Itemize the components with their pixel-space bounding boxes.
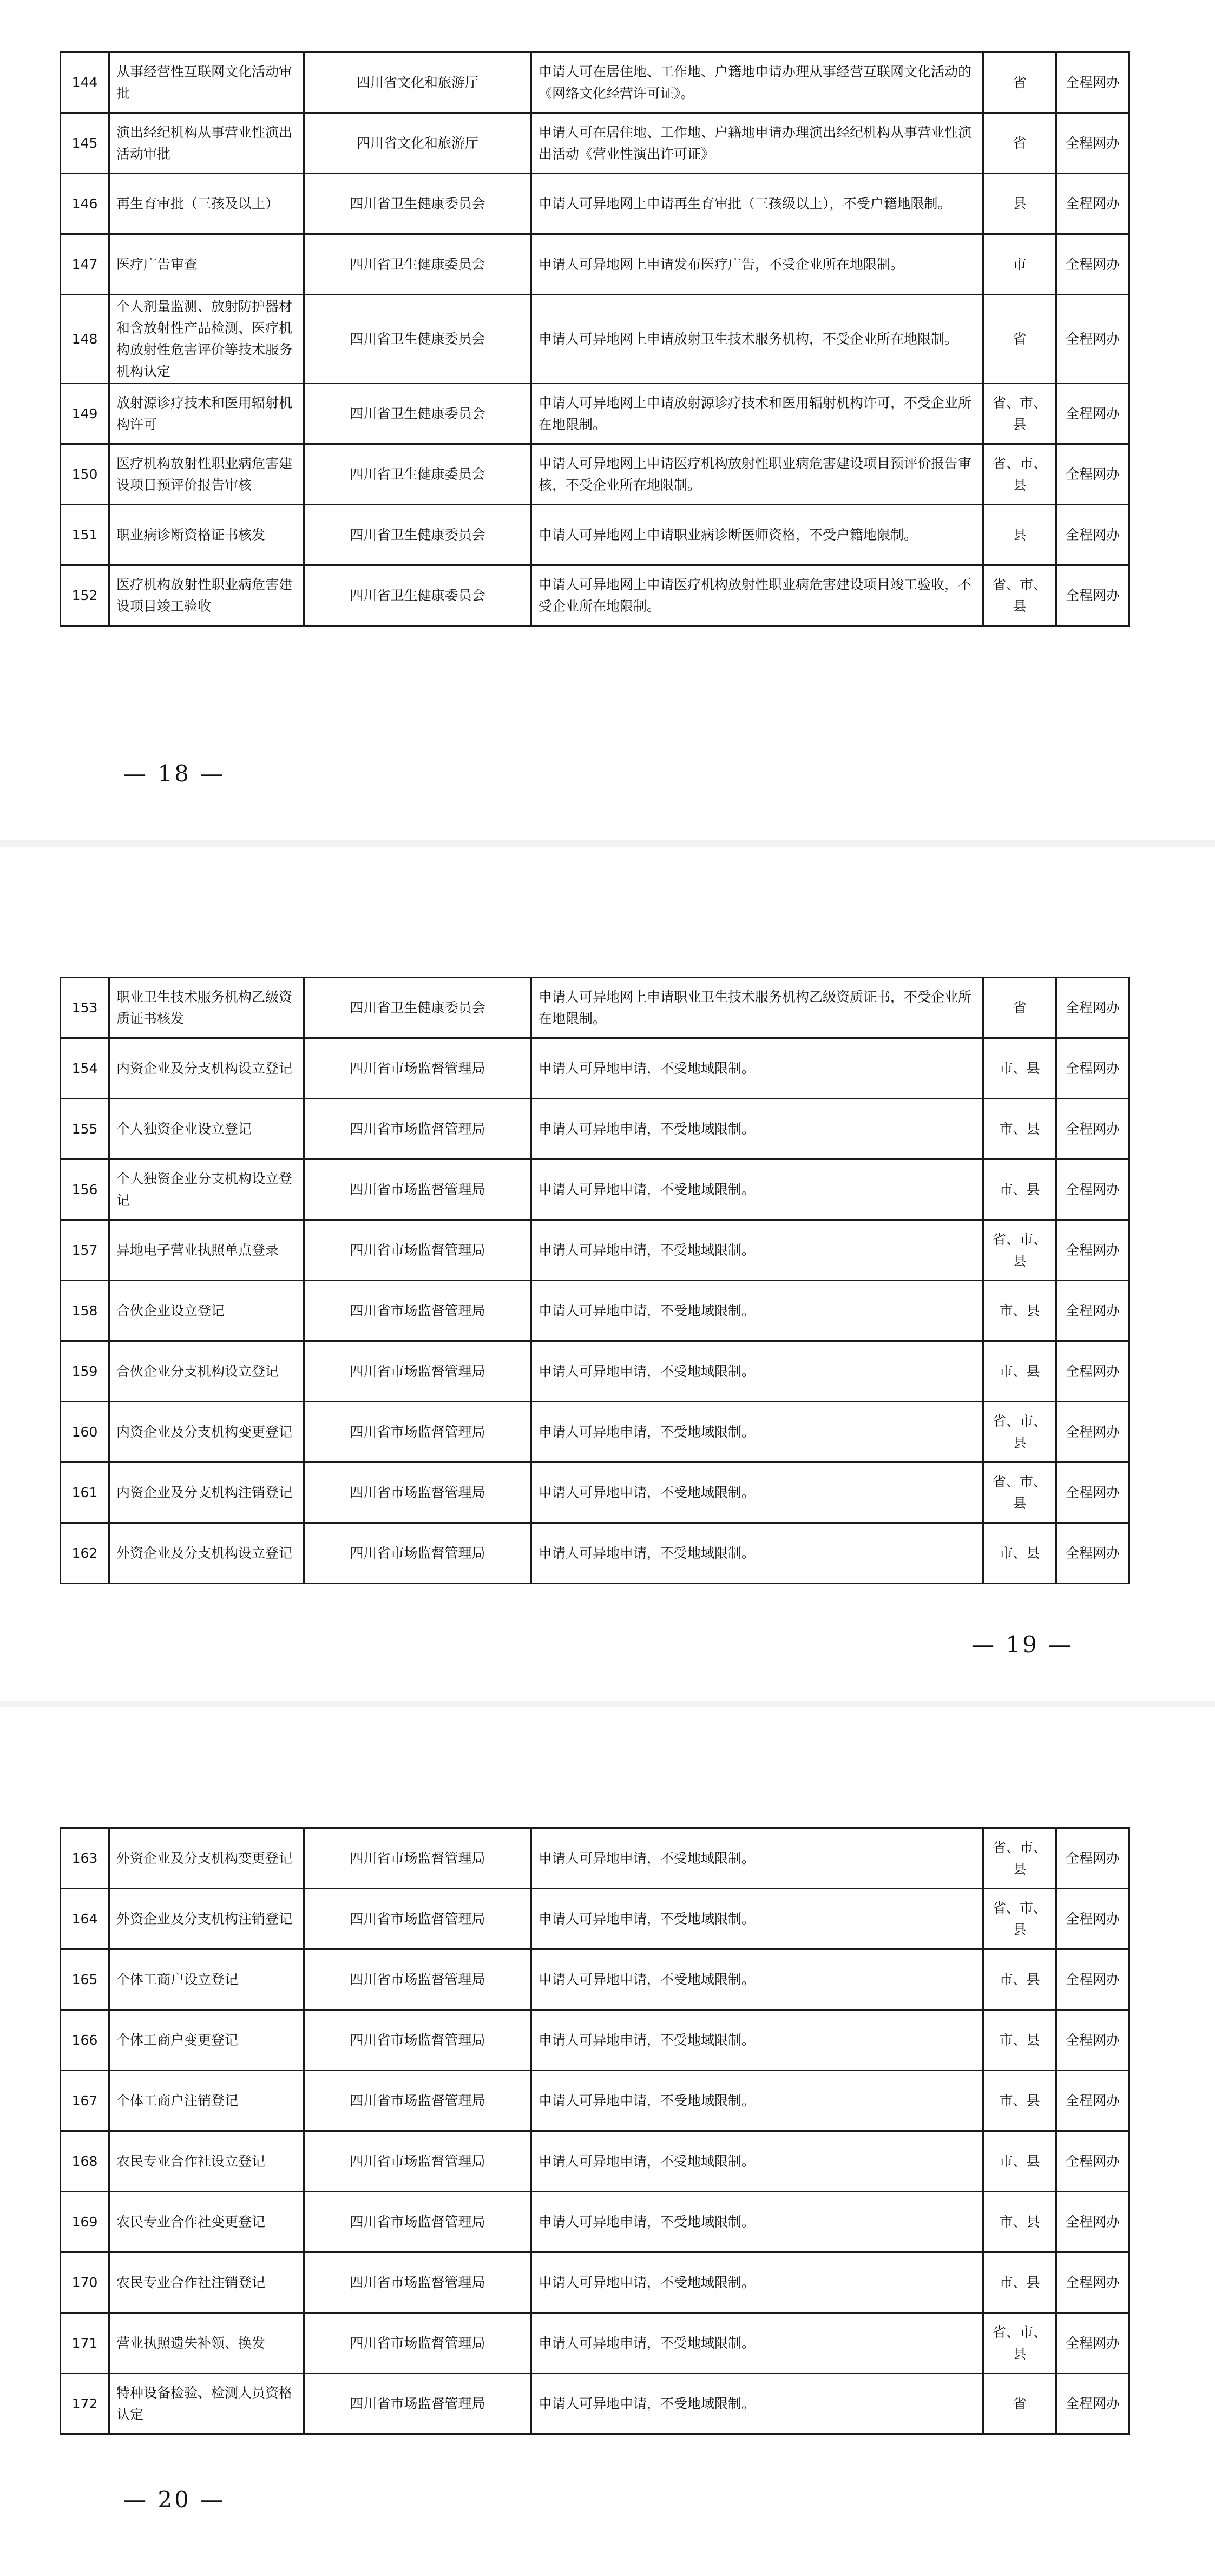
table-row: [61, 52, 1129, 113]
handling-mode: 全程网办: [1056, 113, 1129, 174]
department: 四川省市场监督管理局: [304, 1949, 531, 2010]
description: 申请人可异地网上申请放射卫生技术服务机构，不受企业所在地限制。: [531, 295, 983, 384]
handling-mode: 全程网办: [1056, 1099, 1129, 1159]
description: 申请人可异地网上申请再生育审批（三孩级以上），不受户籍地限制。: [531, 174, 983, 234]
department: 四川省市场监督管理局: [304, 2192, 531, 2252]
item-name: 农民专业合作社注销登记: [109, 2252, 304, 2313]
handling-level: 市、县: [983, 1523, 1056, 1584]
department: 四川省市场监督管理局: [304, 2252, 531, 2313]
handling-mode: 全程网办: [1056, 2313, 1129, 2374]
table-row: [61, 234, 1129, 295]
table-row: [61, 2252, 1129, 2313]
item-name: 外资企业及分支机构设立登记: [109, 1523, 304, 1584]
handling-level: 省: [983, 113, 1056, 174]
description: 申请人可异地申请，不受地域限制。: [531, 1099, 983, 1159]
description: 申请人可在居住地、工作地、户籍地申请办理从事经营互联网文化活动的《网络文化经营许可证》。: [531, 52, 983, 113]
handling-mode: 全程网办: [1056, 978, 1129, 1038]
handling-level: 市、县: [983, 2071, 1056, 2131]
description: 申请人可异地申请，不受地域限制。: [531, 1341, 983, 1402]
handling-mode: 全程网办: [1056, 1341, 1129, 1402]
department: 四川省市场监督管理局: [304, 1828, 531, 1889]
description: 申请人可异地申请，不受地域限制。: [531, 2313, 983, 2374]
description: 申请人可异地申请，不受地域限制。: [531, 1402, 983, 1462]
handling-mode: 全程网办: [1056, 444, 1129, 505]
item-name: 内资企业及分支机构变更登记: [109, 1402, 304, 1462]
handling-mode: 全程网办: [1056, 2252, 1129, 2313]
item-name: 演出经纪机构从事营业性演出活动审批: [109, 113, 304, 174]
row-number: 163: [61, 1828, 109, 1889]
row-number: 160: [61, 1402, 109, 1462]
page-number: — 19 —: [971, 1631, 1074, 1658]
row-number: 171: [61, 2313, 109, 2374]
row-number: 156: [61, 1159, 109, 1220]
handling-level: 县: [983, 174, 1056, 234]
department: 四川省文化和旅游厅: [304, 52, 531, 113]
table-row: [61, 444, 1129, 505]
description: 申请人可异地申请，不受地域限制。: [531, 1220, 983, 1281]
department: 四川省卫生健康委员会: [304, 565, 531, 626]
handling-level: 省、市、县: [983, 1402, 1056, 1462]
table-row: [61, 1828, 1129, 1889]
table-row: [61, 1402, 1129, 1462]
handling-mode: 全程网办: [1056, 2131, 1129, 2192]
item-name: 合伙企业分支机构设立登记: [109, 1341, 304, 1402]
description: 申请人可异地申请，不受地域限制。: [531, 2010, 983, 2071]
item-name: 放射源诊疗技术和医用辐射机构许可: [109, 384, 304, 444]
department: 四川省市场监督管理局: [304, 1281, 531, 1341]
table-row: [61, 2313, 1129, 2374]
item-name: 农民专业合作社变更登记: [109, 2192, 304, 2252]
department: 四川省市场监督管理局: [304, 1889, 531, 1949]
table-row: [61, 505, 1129, 565]
table-row: [61, 1523, 1129, 1584]
handling-mode: 全程网办: [1056, 1523, 1129, 1584]
handling-mode: 全程网办: [1056, 2192, 1129, 2252]
description: 申请人可异地申请，不受地域限制。: [531, 1949, 983, 2010]
row-number: 161: [61, 1462, 109, 1523]
row-number: 167: [61, 2071, 109, 2131]
page-number: — 18 —: [123, 760, 226, 787]
handling-mode: 全程网办: [1056, 1949, 1129, 2010]
department: 四川省市场监督管理局: [304, 1523, 531, 1584]
row-number: 153: [61, 978, 109, 1038]
services-table-page-18: [60, 51, 1130, 627]
handling-level: 省、市、县: [983, 1828, 1056, 1889]
document-page-18: [0, 0, 1215, 847]
handling-mode: 全程网办: [1056, 1462, 1129, 1523]
department: 四川省市场监督管理局: [304, 2010, 531, 2071]
table-row: [61, 1220, 1129, 1281]
description: 申请人可异地申请，不受地域限制。: [531, 1523, 983, 1584]
department: 四川省市场监督管理局: [304, 1402, 531, 1462]
item-name: 医疗机构放射性职业病危害建设项目竣工验收: [109, 565, 304, 626]
row-number: 144: [61, 52, 109, 113]
handling-level: 省: [983, 978, 1056, 1038]
table-row: [61, 565, 1129, 626]
services-table-page-19: [60, 977, 1130, 1584]
description: 申请人可异地申请，不受地域限制。: [531, 1889, 983, 1949]
department: 四川省市场监督管理局: [304, 1038, 531, 1099]
handling-mode: 全程网办: [1056, 1220, 1129, 1281]
row-number: 169: [61, 2192, 109, 2252]
description: 申请人可异地申请，不受地域限制。: [531, 1159, 983, 1220]
services-table-page-20: [60, 1827, 1130, 2435]
handling-mode: 全程网办: [1056, 2010, 1129, 2071]
handling-level: 省、市、县: [983, 1889, 1056, 1949]
handling-mode: 全程网办: [1056, 1159, 1129, 1220]
document-page-20: [0, 1707, 1215, 2576]
table-row: [61, 2071, 1129, 2131]
row-number: 162: [61, 1523, 109, 1584]
department: 四川省市场监督管理局: [304, 2071, 531, 2131]
handling-level: 市、县: [983, 1159, 1056, 1220]
handling-mode: 全程网办: [1056, 1038, 1129, 1099]
table-row: [61, 2192, 1129, 2252]
item-name: 再生育审批（三孩及以上）: [109, 174, 304, 234]
description: 申请人可异地申请，不受地域限制。: [531, 2374, 983, 2434]
handling-level: 省、市、县: [983, 1220, 1056, 1281]
handling-mode: 全程网办: [1056, 384, 1129, 444]
handling-level: 省、市、县: [983, 384, 1056, 444]
description: 申请人可异地网上申请发布医疗广告，不受企业所在地限制。: [531, 234, 983, 295]
handling-mode: 全程网办: [1056, 1889, 1129, 1949]
item-name: 外资企业及分支机构变更登记: [109, 1828, 304, 1889]
document-page-19: [0, 847, 1215, 1707]
row-number: 159: [61, 1341, 109, 1402]
department: 四川省卫生健康委员会: [304, 295, 531, 384]
item-name: 医疗机构放射性职业病危害建设项目预评价报告审核: [109, 444, 304, 505]
department: 四川省市场监督管理局: [304, 2131, 531, 2192]
description: 申请人可异地申请，不受地域限制。: [531, 1281, 983, 1341]
department: 四川省市场监督管理局: [304, 2313, 531, 2374]
handling-level: 市、县: [983, 1341, 1056, 1402]
table-row: [61, 2131, 1129, 2192]
table-row: [61, 1949, 1129, 2010]
handling-level: 市、县: [983, 1949, 1056, 2010]
department: 四川省市场监督管理局: [304, 1462, 531, 1523]
item-name: 个体工商户注销登记: [109, 2071, 304, 2131]
handling-level: 市、县: [983, 1281, 1056, 1341]
item-name: 异地电子营业执照单点登录: [109, 1220, 304, 1281]
item-name: 个体工商户设立登记: [109, 1949, 304, 2010]
description: 申请人可异地网上申请放射源诊疗技术和医用辐射机构许可，不受企业所在地限制。: [531, 384, 983, 444]
description: 申请人可异地申请，不受地域限制。: [531, 1828, 983, 1889]
item-name: 营业执照遗失补领、换发: [109, 2313, 304, 2374]
row-number: 146: [61, 174, 109, 234]
table-row: [61, 2010, 1129, 2071]
handling-level: 省、市、县: [983, 565, 1056, 626]
handling-level: 省: [983, 52, 1056, 113]
row-number: 164: [61, 1889, 109, 1949]
handling-level: 市、县: [983, 2010, 1056, 2071]
row-number: 147: [61, 234, 109, 295]
row-number: 165: [61, 1949, 109, 2010]
department: 四川省卫生健康委员会: [304, 384, 531, 444]
page-number: — 20 —: [123, 2486, 226, 2513]
row-number: 172: [61, 2374, 109, 2434]
department: 四川省卫生健康委员会: [304, 444, 531, 505]
handling-level: 市、县: [983, 2252, 1056, 2313]
row-number: 158: [61, 1281, 109, 1341]
handling-mode: 全程网办: [1056, 505, 1129, 565]
handling-mode: 全程网办: [1056, 234, 1129, 295]
department: 四川省卫生健康委员会: [304, 978, 531, 1038]
item-name: 个人剂量监测、放射防护器材和含放射性产品检测、医疗机构放射性危害评价等技术服务机构认定: [109, 295, 304, 384]
description: 申请人可异地网上申请医疗机构放射性职业病危害建设项目竣工验收，不受企业所在地限制。: [531, 565, 983, 626]
handling-level: 省: [983, 2374, 1056, 2434]
table-row: [61, 295, 1129, 384]
handling-mode: 全程网办: [1056, 2071, 1129, 2131]
item-name: 外资企业及分支机构注销登记: [109, 1889, 304, 1949]
department: 四川省市场监督管理局: [304, 1159, 531, 1220]
item-name: 职业病诊断资格证书核发: [109, 505, 304, 565]
table-row: [61, 1159, 1129, 1220]
department: 四川省市场监督管理局: [304, 1220, 531, 1281]
row-number: 148: [61, 295, 109, 384]
table-row: [61, 174, 1129, 234]
row-number: 155: [61, 1099, 109, 1159]
row-number: 166: [61, 2010, 109, 2071]
row-number: 149: [61, 384, 109, 444]
table-row: [61, 2374, 1129, 2434]
description: 申请人可异地申请，不受地域限制。: [531, 2252, 983, 2313]
item-name: 职业卫生技术服务机构乙级资质证书核发: [109, 978, 304, 1038]
handling-level: 省、市、县: [983, 444, 1056, 505]
handling-level: 市、县: [983, 2192, 1056, 2252]
department: 四川省市场监督管理局: [304, 1341, 531, 1402]
row-number: 168: [61, 2131, 109, 2192]
department: 四川省卫生健康委员会: [304, 234, 531, 295]
table-row: [61, 1462, 1129, 1523]
table-row: [61, 978, 1129, 1038]
handling-mode: 全程网办: [1056, 1828, 1129, 1889]
item-name: 特种设备检验、检测人员资格认定: [109, 2374, 304, 2434]
handling-level: 省: [983, 295, 1056, 384]
description: 申请人可异地网上申请职业卫生技术服务机构乙级资质证书，不受企业所在地限制。: [531, 978, 983, 1038]
handling-mode: 全程网办: [1056, 565, 1129, 626]
table-row: [61, 1889, 1129, 1949]
handling-mode: 全程网办: [1056, 52, 1129, 113]
item-name: 个人独资企业设立登记: [109, 1099, 304, 1159]
table-row: [61, 1038, 1129, 1099]
description: 申请人可异地网上申请医疗机构放射性职业病危害建设项目预评价报告审核，不受企业所在地限制。: [531, 444, 983, 505]
row-number: 150: [61, 444, 109, 505]
handling-mode: 全程网办: [1056, 2374, 1129, 2434]
department: 四川省卫生健康委员会: [304, 174, 531, 234]
handling-level: 市、县: [983, 1099, 1056, 1159]
handling-level: 市、县: [983, 1038, 1056, 1099]
row-number: 152: [61, 565, 109, 626]
description: 申请人可在居住地、工作地、户籍地申请办理演出经纪机构从事营业性演出活动《营业性演出许可证》: [531, 113, 983, 174]
department: 四川省文化和旅游厅: [304, 113, 531, 174]
handling-mode: 全程网办: [1056, 1402, 1129, 1462]
row-number: 170: [61, 2252, 109, 2313]
handling-mode: 全程网办: [1056, 295, 1129, 384]
item-name: 医疗广告审查: [109, 234, 304, 295]
table-row: [61, 384, 1129, 444]
department: 四川省市场监督管理局: [304, 2374, 531, 2434]
description: 申请人可异地申请，不受地域限制。: [531, 2071, 983, 2131]
description: 申请人可异地申请，不受地域限制。: [531, 1462, 983, 1523]
description: 申请人可异地申请，不受地域限制。: [531, 2131, 983, 2192]
row-number: 154: [61, 1038, 109, 1099]
row-number: 157: [61, 1220, 109, 1281]
item-name: 内资企业及分支机构设立登记: [109, 1038, 304, 1099]
table-row: [61, 1341, 1129, 1402]
handling-mode: 全程网办: [1056, 174, 1129, 234]
table-row: [61, 113, 1129, 174]
handling-level: 省、市、县: [983, 1462, 1056, 1523]
description: 申请人可异地申请，不受地域限制。: [531, 1038, 983, 1099]
handling-mode: 全程网办: [1056, 1281, 1129, 1341]
item-name: 合伙企业设立登记: [109, 1281, 304, 1341]
row-number: 145: [61, 113, 109, 174]
table-row: [61, 1281, 1129, 1341]
item-name: 个体工商户变更登记: [109, 2010, 304, 2071]
item-name: 从事经营性互联网文化活动审批: [109, 52, 304, 113]
handling-level: 省、市、县: [983, 2313, 1056, 2374]
table-row: [61, 1099, 1129, 1159]
department: 四川省卫生健康委员会: [304, 505, 531, 565]
department: 四川省市场监督管理局: [304, 1099, 531, 1159]
item-name: 内资企业及分支机构注销登记: [109, 1462, 304, 1523]
description: 申请人可异地申请，不受地域限制。: [531, 2192, 983, 2252]
item-name: 个人独资企业分支机构设立登记: [109, 1159, 304, 1220]
item-name: 农民专业合作社设立登记: [109, 2131, 304, 2192]
handling-level: 县: [983, 505, 1056, 565]
handling-level: 市、县: [983, 2131, 1056, 2192]
description: 申请人可异地网上申请职业病诊断医师资格，不受户籍地限制。: [531, 505, 983, 565]
handling-level: 市: [983, 234, 1056, 295]
row-number: 151: [61, 505, 109, 565]
